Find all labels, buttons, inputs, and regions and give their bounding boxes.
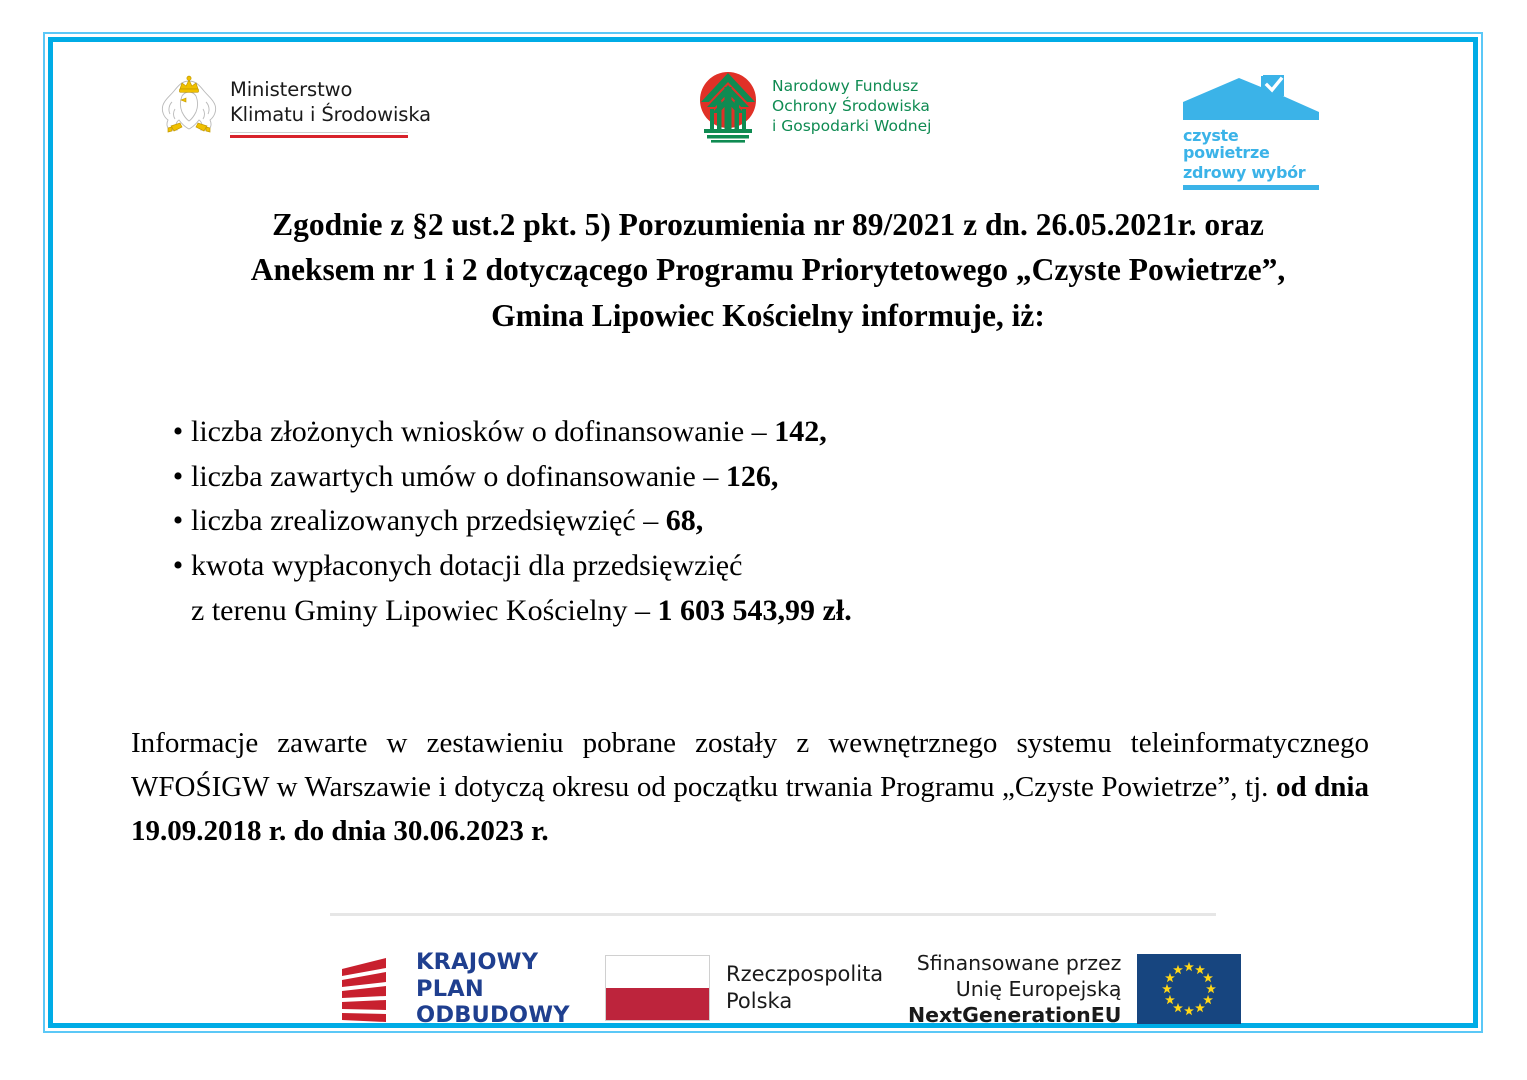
footer-logo-strip xyxy=(53,932,1473,1032)
note-date-range: od dnia 19.09.2018 r. do dnia 30.06.2023 r. xyxy=(131,771,1369,848)
eu-line-1: Sfinansowane przez xyxy=(916,951,1122,975)
bullet-icon: • xyxy=(172,549,184,583)
eu-funding-logo xyxy=(908,950,1241,1029)
list-item-text xyxy=(191,499,1345,544)
page-title xyxy=(113,202,1423,338)
fact-continuation-label-3: z terenu Gminy Lipowiec Kościelny – xyxy=(191,593,658,627)
nfosigw-logo-text xyxy=(772,76,931,136)
heading-line-2: Aneksem nr 1 i 2 dotyczącego Programu Priorytetowego „Czyste Powietrze”, xyxy=(250,252,1286,288)
ministry-line-1: Ministerstwo xyxy=(230,77,353,101)
header-logo-strip xyxy=(53,64,1473,182)
rzeczpospolita-logo-text xyxy=(726,961,883,1016)
bullet-icon: • xyxy=(172,504,184,538)
nfosigw-line-1: Narodowy Fundusz xyxy=(772,76,919,95)
eu-line-2: Unię Europejską xyxy=(955,977,1122,1002)
polish-eagle-emblem-icon xyxy=(158,72,220,144)
list-item-text xyxy=(191,544,1345,633)
list-item xyxy=(165,499,1345,544)
fact-value-1: 126, xyxy=(725,459,779,493)
heading-line-1: Zgodnie z §2 ust.2 pkt. 5) Porozumienia nr 89/2021 z dn. 26.05.2021r. oraz xyxy=(272,207,1264,242)
page-border-frame xyxy=(43,32,1483,1033)
ministry-logo xyxy=(158,72,431,144)
eu-logo-text xyxy=(908,950,1121,1029)
fact-label-2: liczba zrealizowanych przedsięwzięć – xyxy=(191,504,666,538)
czyste-powietrze-logo xyxy=(1183,74,1319,190)
kpo-line-3: ODBUDOWY xyxy=(416,1002,570,1029)
fact-value-3: 1 603 543,99 zł. xyxy=(657,593,852,627)
ministry-logo-text xyxy=(230,78,431,139)
fact-label-0: liczba złożonych wniosków o dofinansowanie – xyxy=(191,415,775,448)
kpo-line-2: PLAN xyxy=(416,975,484,1002)
list-item xyxy=(165,544,1345,633)
kpo-line-1: KRAJOWY xyxy=(416,949,539,975)
ministry-line-2: Klimatu i Środowiska xyxy=(230,102,432,126)
czyste-powietrze-line-2: zdrowy wybór xyxy=(1183,162,1306,182)
house-with-checkmark-icon xyxy=(1183,74,1319,125)
fact-label-1: liczba zawartych umów o dofinansowanie – xyxy=(191,459,726,493)
list-item xyxy=(165,455,1345,500)
poland-flag-icon xyxy=(605,955,710,1021)
nfosigw-logo xyxy=(693,69,931,143)
stacked-building-icon xyxy=(340,956,400,1022)
note-text: Informacje zawarte w zestawieniu pobrane zostały z wewnętrznego systemu teleinformatycznego WFOŚIGW w Warszawie i dotyczą okresu od początku trwania Programu „Czyste Powietrze”, tj. xyxy=(131,727,1369,804)
fact-value-0: 142, xyxy=(774,415,827,448)
list-item-text xyxy=(191,410,1345,455)
fact-continuation-3 xyxy=(191,589,1345,634)
nfosigw-line-3: i Gospodarki Wodnej xyxy=(772,117,932,136)
czyste-powietrze-line-1: czyste powietrze xyxy=(1183,126,1270,163)
czyste-powietrze-wrap xyxy=(1183,74,1319,190)
fact-value-2: 68, xyxy=(665,504,704,538)
krajowy-plan-odbudowy-logo xyxy=(340,949,570,1029)
bullet-icon: • xyxy=(172,459,184,493)
heading-line-3: Gmina Lipowiec Kościelny informuje, iż: xyxy=(491,297,1045,333)
european-union-flag-icon xyxy=(1137,954,1241,1024)
kpo-logo-text xyxy=(416,949,570,1029)
bullet-icon: • xyxy=(172,415,184,448)
rzeczpospolita-polska-logo xyxy=(605,955,883,1021)
ministry-red-rule xyxy=(230,132,408,138)
list-item xyxy=(165,410,1345,455)
nfosigw-tree-emblem-icon xyxy=(693,69,763,143)
statistics-list xyxy=(165,410,1345,633)
footer-divider xyxy=(330,913,1216,916)
page-content-area xyxy=(48,37,1478,1028)
fact-label-3: kwota wypłaconych dotacji dla przedsięwzięć xyxy=(191,549,743,583)
nfosigw-line-2: Ochrony Środowiska xyxy=(772,96,930,115)
rp-line-2: Polska xyxy=(726,989,793,1013)
rp-line-1: Rzeczpospolita xyxy=(726,961,884,986)
source-note-paragraph xyxy=(131,721,1369,853)
czyste-powietrze-rule xyxy=(1183,185,1319,190)
list-item-text xyxy=(191,455,1345,500)
eu-line-3: NextGenerationEU xyxy=(908,1003,1122,1028)
